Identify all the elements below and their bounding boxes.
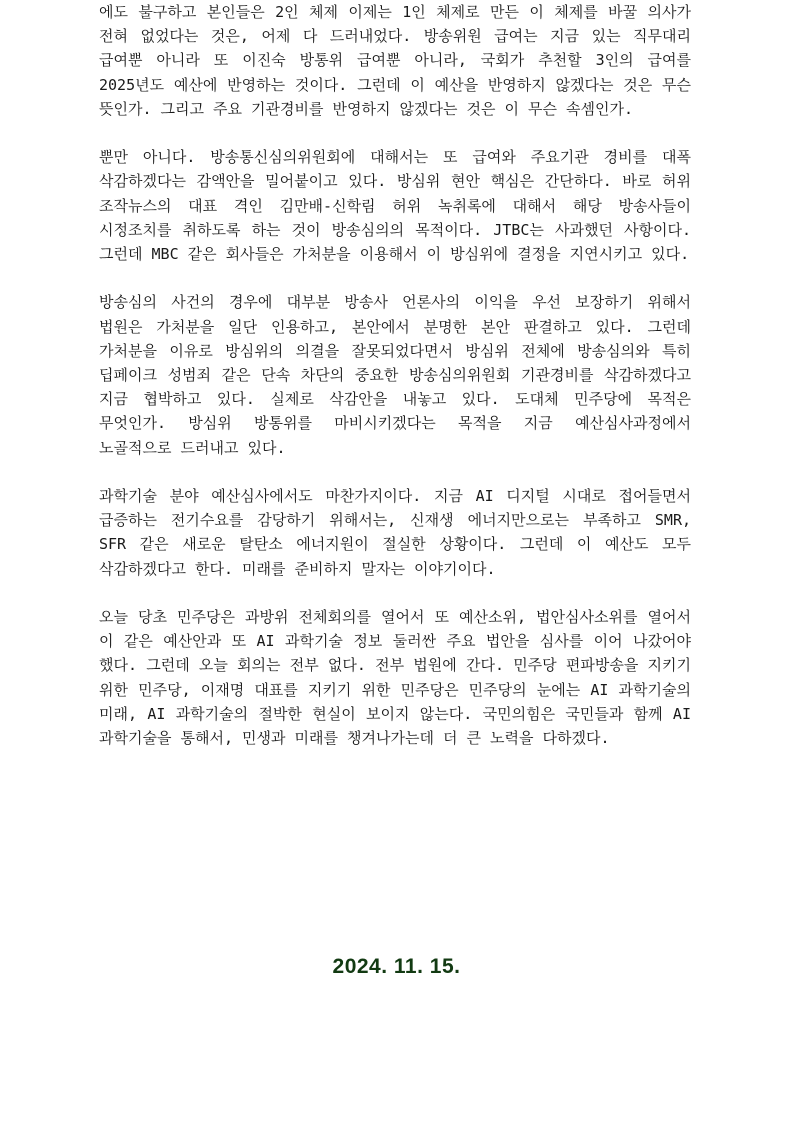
document-body — [99, 0, 691, 774]
paragraph-2: 뿐만 아니다. 방송통신심의위원회에 대해서는 또 급여와 주요기관 경비를 대폭 삭감하겠다는 감액안을 밀어붙이고 있다. 방심위 현안 핵심은 간단하다. 바로 허위 조작뉴스의 대표 격인 김만배-신학림 허위 녹취록에 대해서 해당 방송사들이 시정조치를 취하도록 하는 것이 방송심의의 목적이다. JTBC는 사과했던 사항이다. 그런데 MBC 같은 회사들은 가처분을 이용해서 이 방심위에 결정을 지연시키고 있다. — [99, 148, 691, 264]
paragraph-1: 에도 불구하고 본인들은 2인 체제 이제는 1인 체제로 만든 이 체제를 바꿀 의사가 전혀 없었다는 것은, 어제 다 드러내었다. 방송위원 급여는 지금 있는 직무대리 급여뿐 아니라 또 이진숙 방통위 급여뿐 아니라, 국회가 추천할 3인의 급여를 2025년도 예산에 반영하는 것이다. 그런데 이 예산을 반영하지 않겠다는 것은 무슨 뜻인가. 그리고 주요 기관경비를 반영하지 않겠다는 것은 이 무슨 속셈인가. — [99, 3, 691, 118]
document-date: 2024. 11. 15. — [332, 955, 461, 978]
paragraph-3: 방송심의 사건의 경우에 대부분 방송사 언론사의 이익을 우선 보장하기 위해서 법원은 가처분을 일단 인용하고, 본안에서 분명한 본안 판결하고 있다. 그런데 가처분을 이유로 방심위의 의결을 잘못되었다면서 방심위 전체에 방송심의와 특히 딥페이크 성범죄 같은 단속 차단의 중요한 방송심의위원회 기관경비를 삭감하겠다고 지금 협박하고 있다. 실제로 삭감안을 내놓고 있다. 도대체 민주당에 목적은 무엇인가. 방심위 방통위를 마비시키겠다는 목적을 지금 예산심사과정에서 노골적으로 드러내고 있다. — [99, 293, 691, 457]
paragraph-5: 오늘 당초 민주당은 과방위 전체회의를 열어서 또 예산소위, 법안심사소위를 열어서 이 같은 예산안과 또 AI 과학기술 정보 둘러싼 주요 법안을 심사를 이어 나갔어야 했다. 그런데 오늘 회의는 전부 없다. 전부 법원에 간다. 민주당 편파방송을 지키기 위한 민주당, 이재명 대표를 지키기 위한 민주당은 민주당의 눈에는 AI 과학기술의 미래, AI 과학기술의 절박한 현실이 보이지 않는다. 국민의힘은 국민들과 함께 AI 과학기술을 통해서, 민생과 미래를 챙겨나가는데 더 큰 노력을 다하겠다. — [99, 608, 691, 748]
paragraph-4: 과학기술 분야 예산심사에서도 마찬가지이다. 지금 AI 디지털 시대로 접어들면서 급증하는 전기수요를 감당하기 위해서는, 신재생 에너지만으로는 부족하고 SMR, SFR 같은 새로운 탈탄소 에너지원이 절실한 상황이다. 그런데 이 예산도 모두 삭감하겠다고 한다. 미래를 준비하지 말자는 이야기이다. — [99, 487, 691, 578]
